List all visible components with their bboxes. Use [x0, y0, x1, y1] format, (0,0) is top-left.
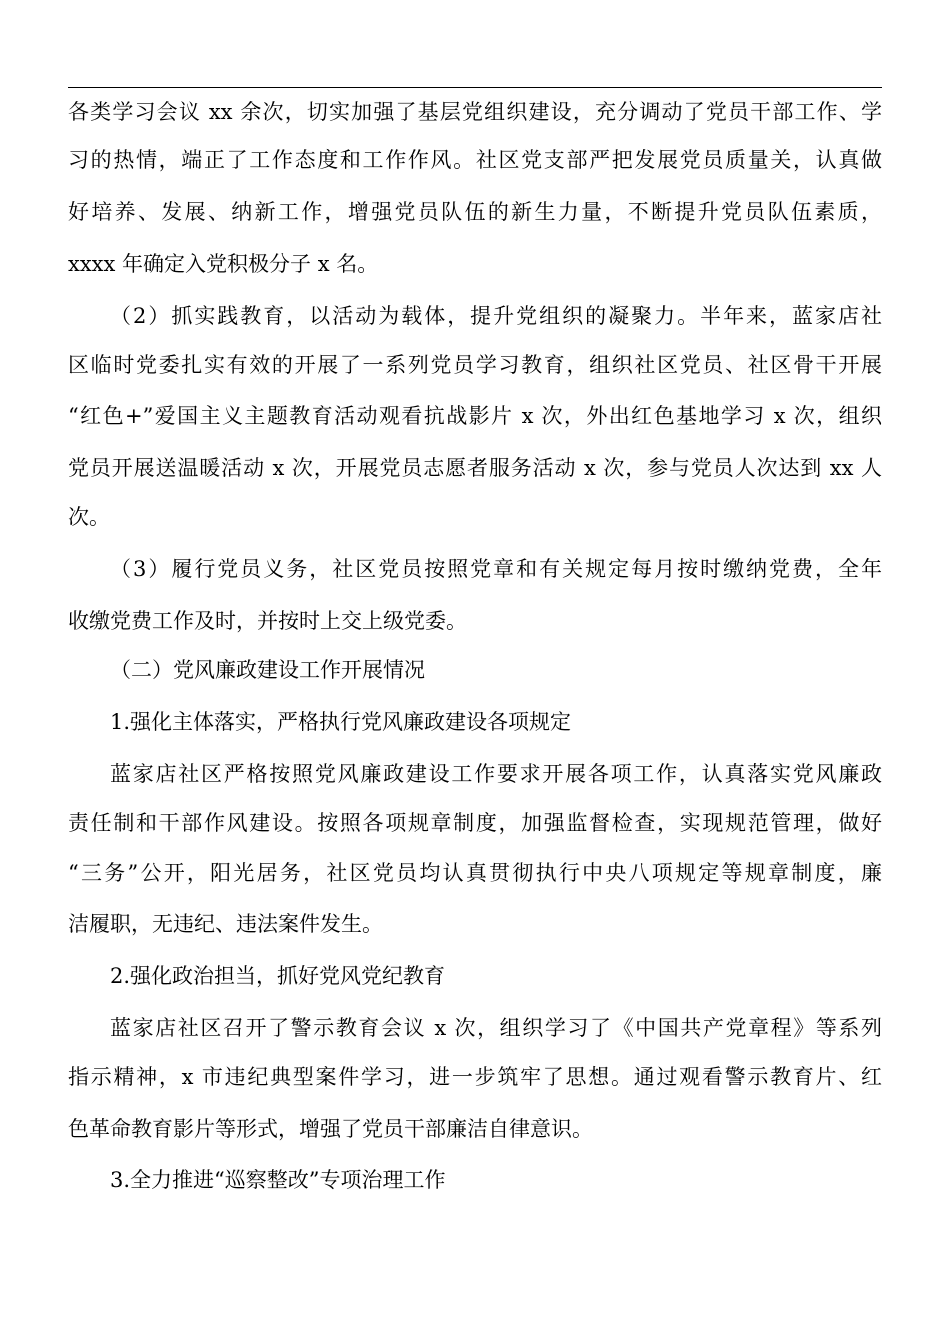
paragraph-line: 次。	[68, 505, 110, 529]
paragraph-line: 各类学习会议 xx 余次，切实加强了基层党组织建设，充分调动了党员干部工作、学	[68, 100, 882, 124]
paragraph-line: “红色+”爱国主义主题教育活动观看抗战影片 x 次，外出红色基地学习 x 次，组织	[68, 404, 882, 428]
paragraph-line: 蓝家店社区召开了警示教育会议 x 次，组织学习了《中国共产党章程》等系列	[110, 1016, 882, 1040]
paragraph-line: 色革命教育影片等形式，增强了党员干部廉洁自律意识。	[68, 1117, 593, 1141]
paragraph-line: （2）抓实践教育，以活动为载体，提升党组织的凝聚力。半年来，蓝家店社	[110, 304, 882, 328]
paragraph-line: 指示精神，x 市违纪典型案件学习，进一步筑牢了思想。通过观看警示教育片、红	[68, 1065, 882, 1089]
paragraph-line: 责任制和干部作风建设。按照各项规章制度，加强监督检查，实现规范管理，做好	[68, 811, 882, 835]
paragraph-line: 习的热情，端正了工作态度和工作作风。社区党支部严把发展党员质量关，认真做	[68, 148, 882, 172]
paragraph-line: xxxx 年确定入党积极分子 x 名。	[68, 252, 379, 276]
subsection-heading: 1.强化主体落实，严格执行党风廉政建设各项规定	[110, 710, 572, 734]
paragraph-line: 收缴党费工作及时，并按时上交上级党委。	[68, 609, 467, 633]
subsection-heading: 3.全力推进“巡察整改”专项治理工作	[110, 1168, 446, 1192]
section-heading: （二）党风廉政建设工作开展情况	[110, 658, 425, 682]
paragraph-line: “三务”公开，阳光居务，社区党员均认真贯彻执行中央八项规定等规章制度，廉	[68, 861, 882, 885]
paragraph-line: 党员开展送温暖活动 x 次，开展党员志愿者服务活动 x 次，参与党员人次达到 xx 人	[68, 456, 882, 480]
paragraph-line: 好培养、发展、纳新工作，增强党员队伍的新生力量，不断提升党员队伍素质，	[68, 200, 882, 224]
subsection-heading: 2.强化政治担当，抓好党风党纪教育	[110, 964, 446, 988]
paragraph-line: （3）履行党员义务，社区党员按照党章和有关规定每月按时缴纳党费，全年	[110, 557, 882, 581]
paragraph-line: 洁履职，无违纪、违法案件发生。	[68, 912, 383, 936]
header-rule	[68, 87, 882, 88]
paragraph-line: 蓝家店社区严格按照党风廉政建设工作要求开展各项工作，认真落实党风廉政	[110, 762, 882, 786]
paragraph-line: 区临时党委扎实有效的开展了一系列党员学习教育，组织社区党员、社区骨干开展	[68, 353, 882, 377]
